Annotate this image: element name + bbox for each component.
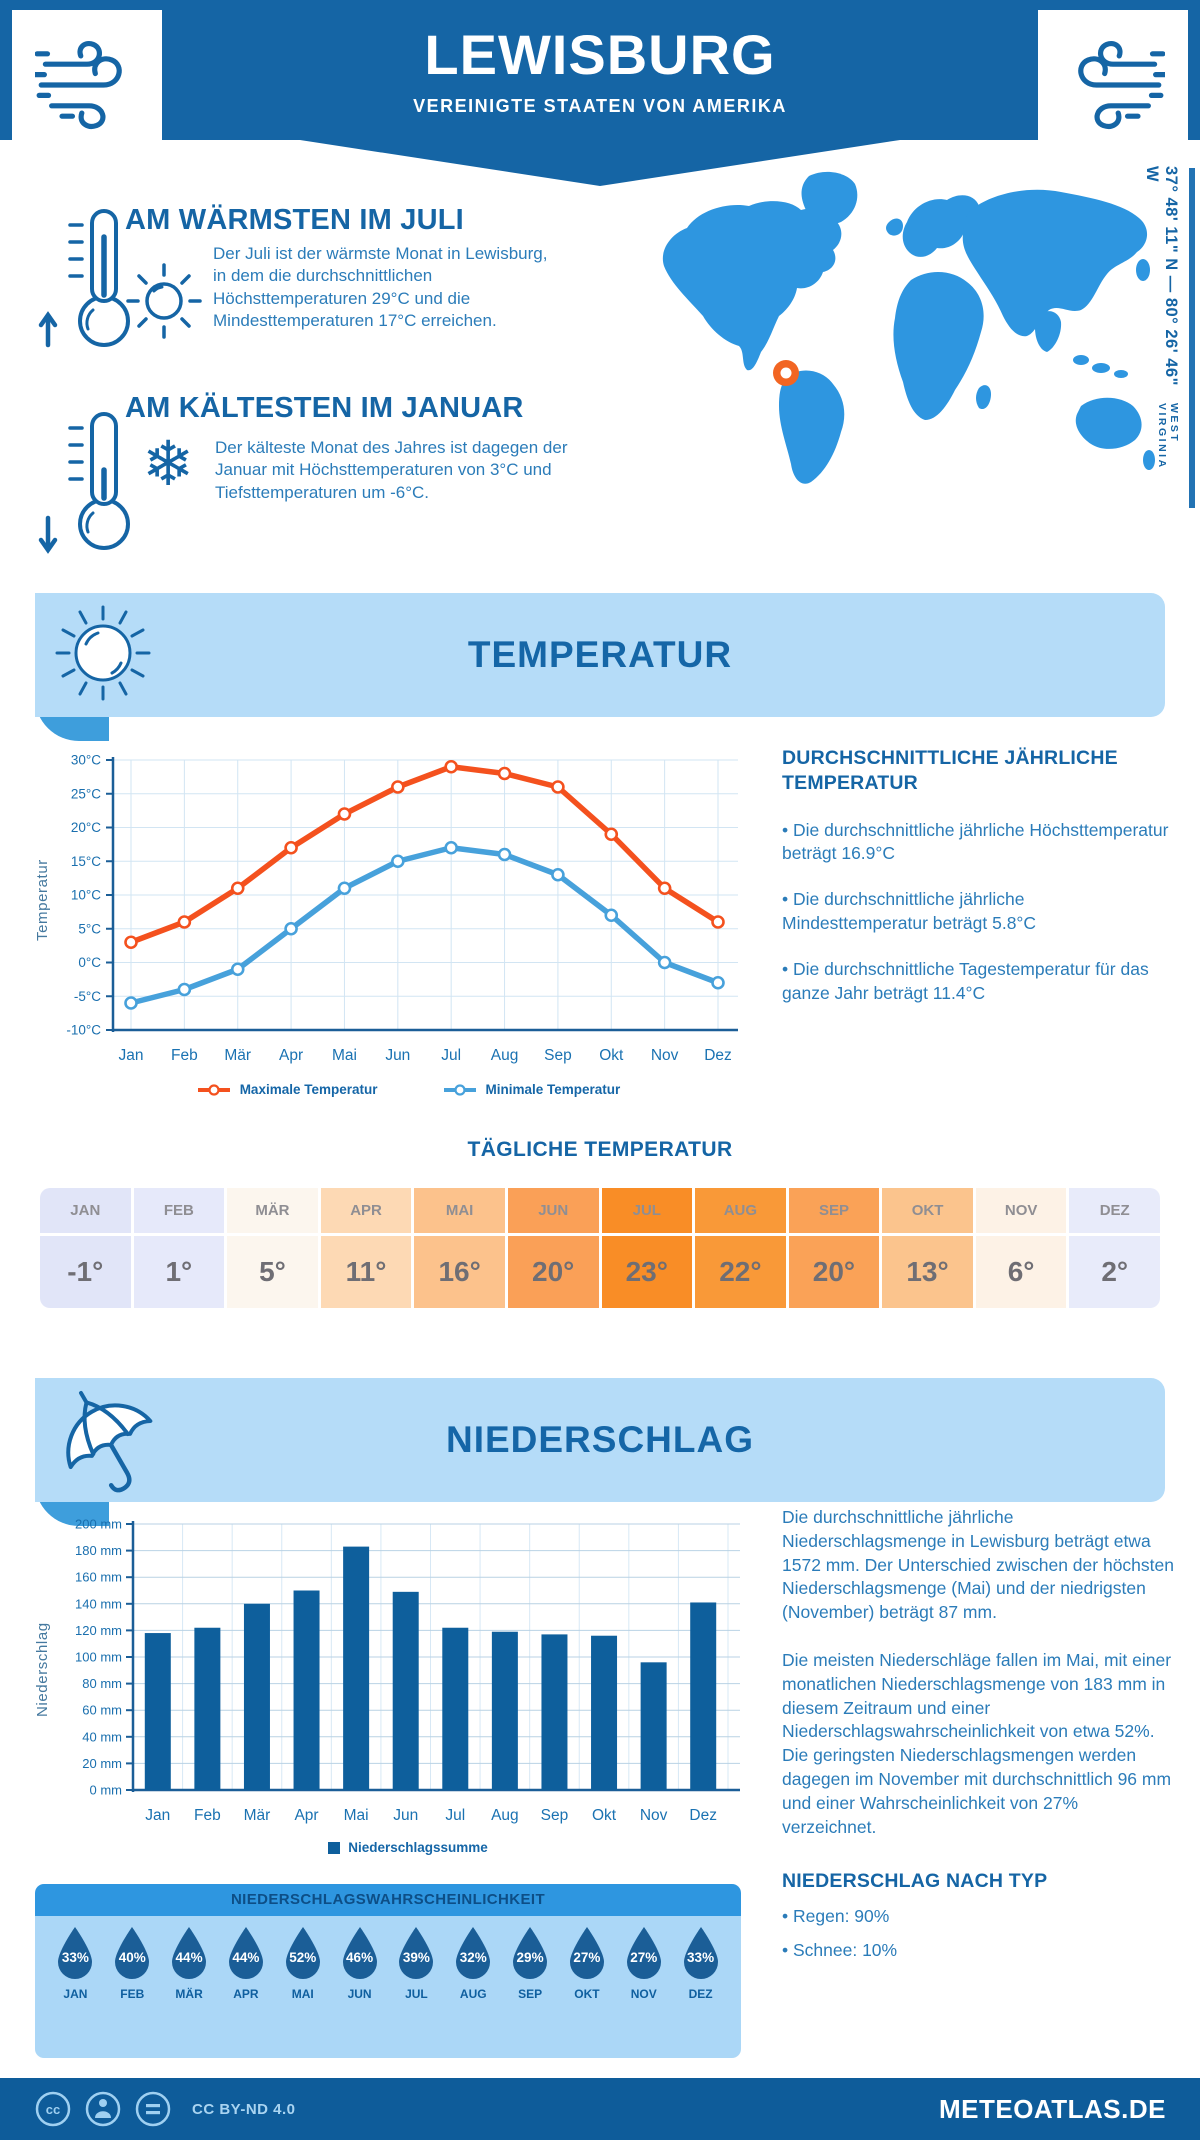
probability-month: JUL bbox=[405, 1987, 428, 2001]
probability-cell bbox=[331, 1926, 388, 2058]
stat-bullet: • Die durchschnittliche jährliche Höchsttemperatur beträgt 16.9°C bbox=[782, 819, 1174, 867]
svg-text:180 mm: 180 mm bbox=[75, 1543, 122, 1559]
probability-panel bbox=[35, 1884, 741, 2058]
daily-value-cell: 11° bbox=[321, 1236, 412, 1308]
svg-text:Apr: Apr bbox=[279, 1047, 304, 1064]
probability-cell bbox=[388, 1926, 445, 2058]
daily-month-cell: MAI bbox=[414, 1188, 505, 1233]
temp-y-axis-title: Temperatur bbox=[34, 859, 51, 941]
daily-value-cell: 20° bbox=[508, 1236, 599, 1308]
temperature-stats bbox=[782, 746, 1174, 1005]
svg-text:Jan: Jan bbox=[145, 1807, 171, 1824]
probability-month: NOV bbox=[630, 1987, 657, 2001]
svg-text:140 mm: 140 mm bbox=[75, 1596, 122, 1612]
daily-value-cell: -1° bbox=[40, 1236, 131, 1308]
daily-month-cell: JUL bbox=[602, 1188, 693, 1233]
svg-text:Okt: Okt bbox=[591, 1807, 617, 1824]
region-text: WEST VIRGINIA bbox=[1156, 403, 1180, 470]
probability-value: 32% bbox=[459, 1950, 487, 1965]
svg-text:-10°C: -10°C bbox=[66, 1022, 101, 1038]
probability-cell bbox=[161, 1926, 218, 2058]
svg-text:10°C: 10°C bbox=[70, 887, 101, 903]
probability-value: 44% bbox=[175, 1950, 203, 1965]
probability-cell bbox=[672, 1926, 729, 2058]
probability-cell bbox=[615, 1926, 672, 2058]
probability-month: OKT bbox=[574, 1987, 600, 2001]
svg-text:Feb: Feb bbox=[171, 1047, 198, 1064]
temperature-section-title: TEMPERATUR bbox=[467, 634, 733, 675]
daily-value-cell: 6° bbox=[976, 1236, 1067, 1308]
daily-value-cell: 1° bbox=[134, 1236, 225, 1308]
probability-month: AUG bbox=[459, 1987, 487, 2001]
probability-month: JAN bbox=[63, 1987, 88, 2001]
svg-text:200 mm: 200 mm bbox=[75, 1516, 122, 1532]
svg-text:cc: cc bbox=[45, 2102, 61, 2117]
daily-month-cell: SEP bbox=[789, 1188, 880, 1233]
probability-value: 52% bbox=[289, 1950, 317, 1965]
svg-text:Jul: Jul bbox=[445, 1807, 466, 1824]
svg-text:Nov: Nov bbox=[639, 1807, 668, 1824]
probability-cell bbox=[217, 1926, 274, 2058]
probability-droplets bbox=[35, 1916, 741, 2058]
snowflake-icon: ❄ bbox=[142, 430, 194, 499]
svg-text:30°C: 30°C bbox=[70, 752, 101, 768]
probability-value: 46% bbox=[346, 1950, 374, 1965]
temperature-chart-legend bbox=[58, 1082, 758, 1097]
svg-text:5°C: 5°C bbox=[78, 921, 101, 937]
warmest-text: Der Juli ist der wärmste Monat in Lewisburg, in dem die durchschnittlichen Höchsttemperaturen 29°C und die Mindesttemperaturen 17°C erreichen. bbox=[213, 244, 548, 331]
temperature-stats-heading: DURCHSCHNITTLICHE JÄHRLICHE TEMPERATUR bbox=[782, 747, 1118, 795]
svg-text:25°C: 25°C bbox=[70, 786, 101, 802]
legend-item: Niederschlagssumme bbox=[328, 1840, 488, 1855]
daily-value-cell: 22° bbox=[695, 1236, 786, 1308]
precipitation-type-bullets bbox=[782, 1905, 1174, 1963]
daily-month-cell: MÄR bbox=[227, 1188, 318, 1233]
map-edge-bar bbox=[1189, 168, 1195, 508]
precipitation-paragraphs bbox=[782, 1506, 1174, 1839]
daily-value-cell: 2° bbox=[1069, 1236, 1160, 1308]
probability-value: 40% bbox=[118, 1950, 146, 1965]
page-title: LEWISBURG bbox=[424, 23, 776, 86]
world-map bbox=[648, 158, 1170, 508]
precip-y-axis-title: Niederschlag bbox=[34, 1622, 51, 1718]
probability-heading: NIEDERSCHLAGSWAHRSCHEINLICHKEIT bbox=[35, 1884, 741, 1916]
svg-text:60 mm: 60 mm bbox=[82, 1702, 122, 1718]
daily-month-cell: APR bbox=[321, 1188, 412, 1233]
daily-month-cell: AUG bbox=[695, 1188, 786, 1233]
precipitation-type-bullet: • Regen: 90% bbox=[782, 1905, 1174, 1929]
stat-bullet: • Die durchschnittliche jährliche Mindesttemperatur beträgt 5.8°C bbox=[782, 888, 1174, 936]
probability-value: 29% bbox=[516, 1950, 544, 1965]
footer-license-group bbox=[34, 2090, 296, 2128]
probability-month: SEP bbox=[518, 1987, 543, 2001]
svg-text:Sep: Sep bbox=[540, 1807, 569, 1824]
coldest-heading: AM KÄLTESTEN IM JANUAR bbox=[125, 392, 524, 424]
svg-text:Dez: Dez bbox=[689, 1807, 717, 1824]
map-coordinates bbox=[1142, 166, 1180, 511]
daily-month-cell: JUN bbox=[508, 1188, 599, 1233]
probability-month: DEZ bbox=[688, 1987, 713, 2001]
svg-text:120 mm: 120 mm bbox=[75, 1622, 122, 1638]
cc-icon bbox=[34, 2090, 72, 2128]
daily-month-cell: OKT bbox=[882, 1188, 973, 1233]
precipitation-type-heading: NIEDERSCHLAG NACH TYP bbox=[782, 1870, 1048, 1893]
svg-text:0°C: 0°C bbox=[78, 955, 101, 970]
probability-cell bbox=[47, 1926, 104, 2058]
legend-item: Minimale Temperatur bbox=[442, 1082, 621, 1097]
svg-text:80 mm: 80 mm bbox=[82, 1676, 122, 1692]
probability-month: FEB bbox=[120, 1987, 145, 2001]
daily-month-cell: DEZ bbox=[1069, 1188, 1160, 1233]
precipitation-paragraph: Die meisten Niederschläge fallen im Mai, mit einer monatlichen Niederschlagsmenge von 183 mm in diesem Zeitraum und einer Niederschlagswahrscheinlichkeit von etwa 52%. Die geringsten Niederschlagsmengen werden dagegen im November mit durchschnittlich 96 mm und einer Wahrscheinlichkeit von 27% verzeichnet. bbox=[782, 1649, 1172, 1837]
daily-month-cell: NOV bbox=[976, 1188, 1067, 1233]
svg-text:-5°C: -5°C bbox=[73, 988, 101, 1004]
probability-value: 27% bbox=[573, 1950, 601, 1965]
svg-text:Jul: Jul bbox=[441, 1047, 462, 1064]
svg-text:Okt: Okt bbox=[599, 1047, 624, 1064]
precipitation-paragraph: Die durchschnittliche jährliche Niederschlagsmenge in Lewisburg beträgt etwa 1572 mm. Der Unterschied zwischen der höchsten Niederschlagsmenge (Mai) und der niedrigsten (November) beträgt 87 mm. bbox=[782, 1507, 1174, 1623]
warmest-heading: AM WÄRMSTEN IM JULI bbox=[125, 204, 464, 236]
probability-cell bbox=[502, 1926, 559, 2058]
svg-text:Mär: Mär bbox=[224, 1047, 252, 1064]
daily-value-cell: 16° bbox=[414, 1236, 505, 1308]
stat-bullet: • Die durchschnittliche Tagestemperatur für das ganze Jahr beträgt 11.4°C bbox=[782, 958, 1174, 1006]
probability-value: 33% bbox=[687, 1950, 715, 1965]
precipitation-text-column bbox=[782, 1506, 1174, 1962]
daily-month-cell: JAN bbox=[40, 1188, 131, 1233]
svg-text:15°C: 15°C bbox=[70, 853, 101, 869]
probability-value: 33% bbox=[61, 1950, 89, 1965]
svg-text:Jun: Jun bbox=[385, 1047, 411, 1064]
daily-value-cell: 23° bbox=[602, 1236, 693, 1308]
daily-value-cell: 13° bbox=[882, 1236, 973, 1308]
svg-text:Jun: Jun bbox=[393, 1807, 419, 1824]
coldest-text: Der kälteste Monat des Jahres ist dagegen der Januar mit Höchsttemperaturen von 3°C und Tiefsttemperaturen um -6°C. bbox=[215, 438, 568, 502]
svg-text:Mai: Mai bbox=[331, 1047, 357, 1064]
svg-text:40 mm: 40 mm bbox=[82, 1729, 122, 1745]
svg-text:100 mm: 100 mm bbox=[75, 1649, 122, 1665]
svg-text:Mär: Mär bbox=[243, 1807, 271, 1824]
svg-text:Apr: Apr bbox=[294, 1807, 319, 1824]
temperature-line-chart bbox=[58, 748, 758, 1070]
probability-cell bbox=[104, 1926, 161, 2058]
probability-value: 44% bbox=[232, 1950, 260, 1965]
svg-text:Mai: Mai bbox=[343, 1807, 369, 1824]
daily-value-cell: 20° bbox=[789, 1236, 880, 1308]
page-subtitle: VEREINIGTE STAATEN VON AMERIKA bbox=[413, 96, 787, 116]
probability-value: 27% bbox=[630, 1950, 658, 1965]
svg-text:Nov: Nov bbox=[650, 1047, 679, 1064]
daily-temperature-heading: TÄGLICHE TEMPERATUR bbox=[467, 1138, 733, 1161]
coordinates-text: 37° 48' 11" N — 80° 26' 46" W bbox=[1143, 166, 1180, 386]
legend-item: Maximale Temperatur bbox=[196, 1082, 378, 1097]
attribution-person-icon bbox=[84, 2090, 122, 2128]
probability-cell bbox=[558, 1926, 615, 2058]
svg-text:Sep: Sep bbox=[544, 1047, 572, 1064]
probability-month: APR bbox=[233, 1987, 259, 2001]
map-continents bbox=[663, 172, 1155, 484]
svg-text:20°C: 20°C bbox=[70, 820, 101, 835]
probability-value: 39% bbox=[402, 1950, 430, 1965]
precipitation-bar-chart bbox=[58, 1512, 758, 1834]
location-marker bbox=[773, 360, 799, 386]
svg-text:Aug: Aug bbox=[491, 1807, 519, 1824]
svg-text:Feb: Feb bbox=[194, 1807, 221, 1824]
footer bbox=[0, 2078, 1200, 2140]
precipitation-type-bullet: • Schnee: 10% bbox=[782, 1939, 1174, 1963]
site-name: METEOATLAS.DE bbox=[938, 2093, 1166, 2124]
svg-text:Jan: Jan bbox=[118, 1047, 144, 1064]
daily-temperature-table bbox=[40, 1188, 1160, 1308]
svg-text:Aug: Aug bbox=[490, 1047, 519, 1064]
temperature-stats-bullets bbox=[782, 819, 1174, 1006]
svg-text:Dez: Dez bbox=[704, 1047, 732, 1064]
probability-month: MÄR bbox=[175, 1987, 203, 2001]
probability-month: JUN bbox=[347, 1987, 372, 2001]
svg-text:160 mm: 160 mm bbox=[75, 1569, 122, 1585]
precipitation-section-title: NIEDERSCHLAG bbox=[445, 1419, 755, 1460]
probability-cell bbox=[274, 1926, 331, 2058]
probability-month: MAI bbox=[291, 1987, 314, 2001]
svg-text:20 mm: 20 mm bbox=[82, 1755, 122, 1771]
daily-value-cell: 5° bbox=[227, 1236, 318, 1308]
nd-equals-icon bbox=[134, 2090, 172, 2128]
daily-month-cell: FEB bbox=[134, 1188, 225, 1233]
license-text: CC BY-ND 4.0 bbox=[192, 2100, 296, 2118]
precipitation-chart-legend bbox=[58, 1840, 758, 1855]
svg-text:0 mm: 0 mm bbox=[89, 1782, 122, 1798]
probability-cell bbox=[445, 1926, 502, 2058]
